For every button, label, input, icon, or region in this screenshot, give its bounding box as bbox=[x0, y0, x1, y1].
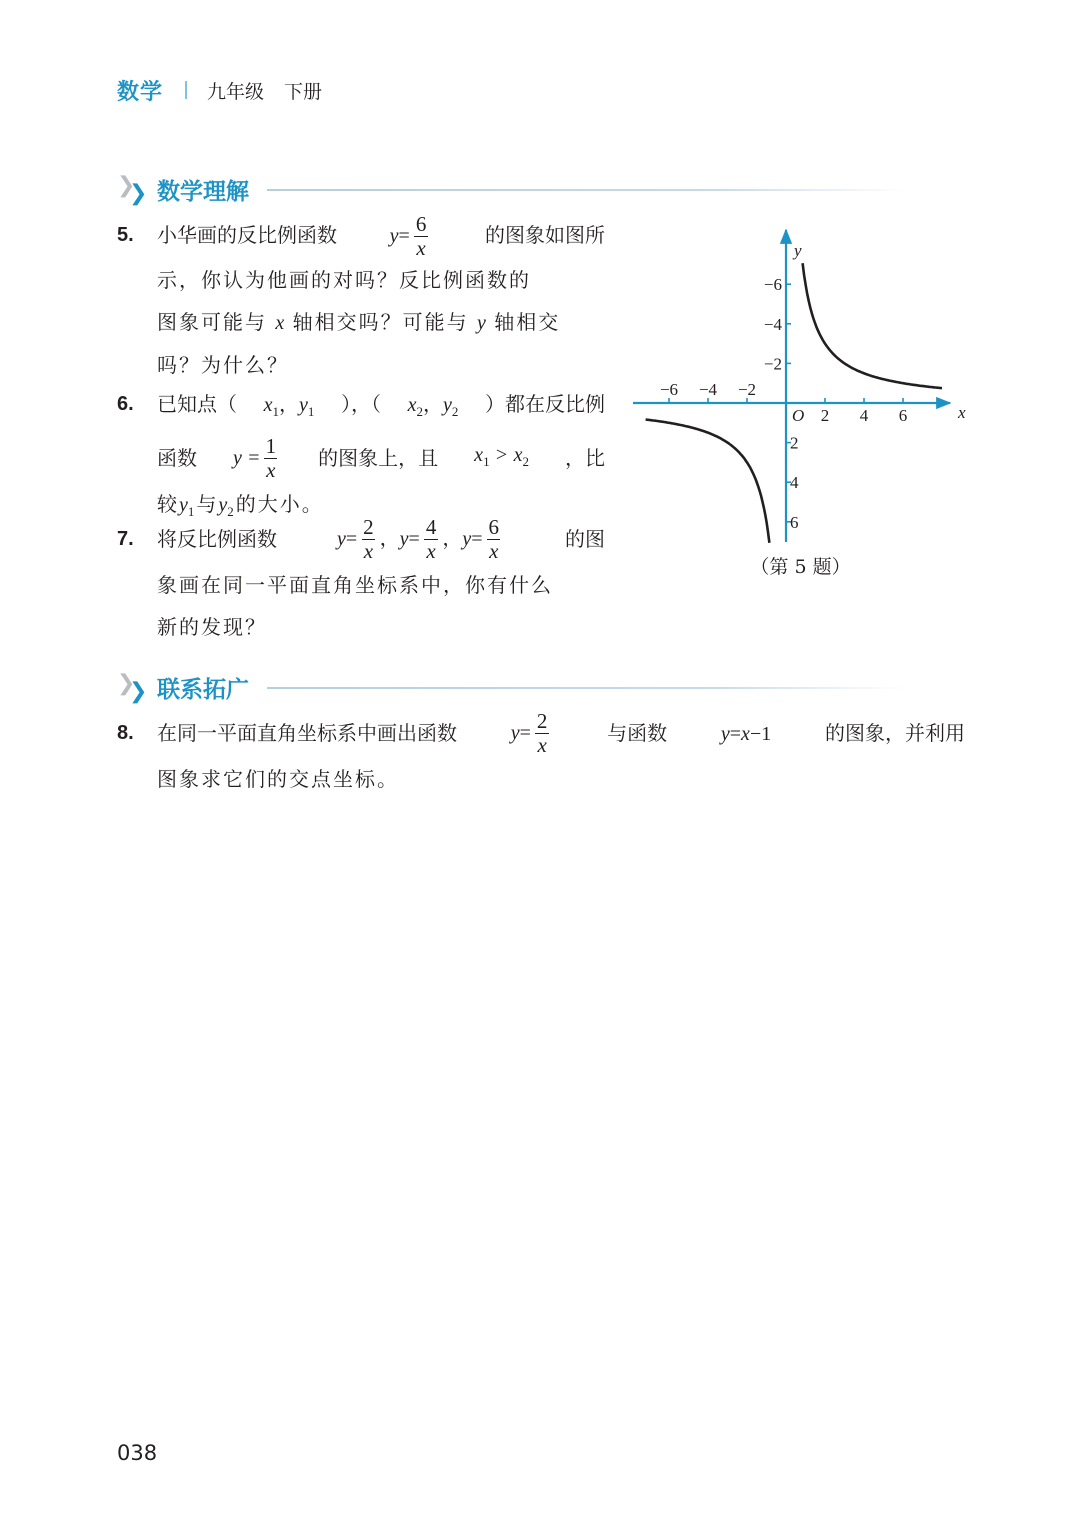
var-x: x bbox=[741, 722, 750, 745]
minus: − bbox=[749, 722, 762, 745]
formula bbox=[510, 708, 554, 757]
y-tick-label: 4 bbox=[790, 473, 799, 493]
text: 与 bbox=[196, 492, 219, 516]
running-header bbox=[117, 74, 322, 106]
var-y: y bbox=[233, 446, 242, 469]
text: 的图象上，且 bbox=[318, 446, 439, 470]
constant: 1 bbox=[761, 722, 772, 745]
var-y: y bbox=[720, 722, 730, 745]
numerator: 2 bbox=[363, 514, 374, 539]
text: ）都在反比例 bbox=[485, 392, 605, 416]
x-tick-label: 2 bbox=[820, 406, 830, 425]
var-y: y bbox=[476, 312, 486, 334]
denominator: x bbox=[489, 538, 499, 563]
var-x: x bbox=[513, 444, 523, 466]
subscript: 1 bbox=[272, 404, 279, 419]
numerator: 4 bbox=[425, 514, 437, 539]
chevron-right-icon: ❯ ❯ bbox=[117, 173, 148, 206]
x-tick-label: −4 bbox=[698, 380, 718, 399]
problem-line bbox=[157, 214, 605, 259]
text: ， bbox=[423, 392, 443, 416]
var-y: y bbox=[389, 225, 399, 247]
y-tick-label: 6 bbox=[790, 512, 799, 532]
problem-line: 示，你认为他画的对吗？反比例函数的 bbox=[157, 268, 531, 292]
text: 图象可能与 bbox=[157, 310, 267, 334]
y-tick-label: −4 bbox=[763, 314, 782, 334]
x-tick-label: 6 bbox=[898, 406, 908, 425]
greater-than: > bbox=[495, 444, 508, 466]
var-x: x bbox=[263, 394, 273, 416]
var-y: y bbox=[510, 721, 520, 744]
formula bbox=[390, 214, 433, 259]
subscript: 1 bbox=[483, 454, 490, 469]
denominator: x bbox=[537, 732, 547, 757]
curve-branch-first-quadrant bbox=[803, 263, 942, 388]
text: 轴相交 bbox=[494, 310, 561, 334]
x-tick-label: −2 bbox=[737, 380, 757, 399]
text: 函数 bbox=[157, 446, 197, 470]
page-number: 038 bbox=[117, 1441, 158, 1465]
x-tick-label: 4 bbox=[859, 406, 869, 425]
problem-line: 新的发现？ bbox=[157, 615, 267, 639]
comma: ， bbox=[379, 525, 400, 550]
text: ，比 bbox=[565, 446, 605, 470]
text: 在同一平面直角坐标系中画出函数 bbox=[157, 721, 457, 745]
var-x: x bbox=[474, 444, 484, 466]
hyperbola-graph bbox=[628, 224, 973, 554]
fraction bbox=[535, 708, 550, 757]
equals: = bbox=[345, 527, 358, 550]
subscript: 2 bbox=[451, 404, 459, 419]
header-divider bbox=[185, 81, 187, 99]
fraction bbox=[361, 514, 376, 563]
problem-number: 5. bbox=[117, 224, 134, 246]
equals: = bbox=[398, 225, 410, 247]
numerator: 6 bbox=[488, 514, 499, 539]
var-y: y bbox=[336, 527, 346, 550]
var-y: y bbox=[218, 494, 228, 516]
var-y: y bbox=[462, 527, 472, 550]
formula bbox=[721, 712, 771, 755]
formula bbox=[233, 433, 282, 482]
chevron-right-icon: ❯ ❯ bbox=[117, 671, 148, 704]
numerator: 1 bbox=[265, 433, 277, 458]
problem-line: 图象求它们的交点坐标。 bbox=[157, 767, 399, 791]
problem-line bbox=[157, 514, 605, 564]
text: 将反比例函数 bbox=[157, 527, 277, 551]
subscript: 2 bbox=[227, 504, 236, 519]
origin-label: O bbox=[792, 406, 805, 425]
point-1 bbox=[264, 383, 315, 433]
problem-number: 6. bbox=[117, 393, 134, 415]
fraction bbox=[414, 214, 429, 259]
subscript: 1 bbox=[187, 504, 197, 519]
denominator: x bbox=[363, 538, 374, 563]
fraction bbox=[424, 514, 439, 563]
var-y: y bbox=[179, 494, 188, 516]
subscript: 2 bbox=[416, 404, 423, 419]
var-y: y bbox=[399, 527, 409, 550]
header-volume: 下册 bbox=[284, 80, 323, 103]
subscript: 1 bbox=[307, 404, 315, 419]
equals: = bbox=[408, 527, 420, 550]
equals: = bbox=[248, 446, 260, 469]
problem-line: 吗？为什么？ bbox=[157, 353, 289, 377]
text: ），（ bbox=[341, 392, 381, 416]
equals: = bbox=[729, 722, 742, 745]
denominator: x bbox=[426, 538, 436, 563]
y-tick-label: −6 bbox=[763, 275, 782, 295]
section-rule bbox=[267, 189, 907, 191]
numerator: 2 bbox=[536, 708, 548, 733]
text: 的图象，并利用 bbox=[824, 721, 965, 745]
problem-7 bbox=[117, 514, 605, 648]
y-axis-label: y bbox=[794, 241, 802, 260]
problem-number: 8. bbox=[117, 722, 134, 744]
curve-branch-third-quadrant bbox=[646, 420, 770, 543]
numerator: 6 bbox=[415, 212, 427, 236]
equals: = bbox=[519, 721, 531, 744]
text: 与函数 bbox=[607, 721, 668, 745]
problem-line: 象画在同一平面直角坐标系中，你有什么 bbox=[157, 573, 553, 597]
comma: ， bbox=[442, 525, 463, 550]
subscript: 2 bbox=[522, 454, 529, 469]
x-axis-label: x bbox=[958, 403, 966, 422]
problem-line bbox=[157, 301, 605, 344]
text: 的图 bbox=[564, 527, 605, 551]
problem-line bbox=[157, 708, 965, 758]
var-x: x bbox=[275, 312, 285, 334]
text: 已知点（ bbox=[157, 392, 237, 416]
section-rule bbox=[267, 687, 907, 689]
var-y: y bbox=[443, 394, 452, 416]
inequality bbox=[474, 433, 529, 483]
header-subject: 数学 bbox=[117, 79, 164, 105]
problem-line bbox=[157, 383, 605, 433]
problem-8 bbox=[117, 708, 965, 800]
formula bbox=[336, 514, 505, 563]
problem-number: 7. bbox=[117, 528, 134, 550]
var-x: x bbox=[407, 394, 417, 416]
x-tick-label: −6 bbox=[659, 380, 679, 399]
text: 小华画的反比例函数 bbox=[157, 223, 337, 247]
y-tick-label: −2 bbox=[763, 354, 782, 374]
figure-caption: （第 5 题） bbox=[750, 556, 851, 578]
fraction bbox=[487, 514, 502, 563]
problem-line bbox=[157, 433, 605, 483]
text: 的图象如图所 bbox=[484, 223, 605, 247]
point-2 bbox=[408, 383, 459, 433]
text: 轴相交吗？可能与 bbox=[292, 310, 469, 334]
var-y: y bbox=[299, 394, 308, 416]
denominator: x bbox=[266, 457, 276, 482]
denominator: x bbox=[416, 236, 426, 260]
section-title: 数学理解 bbox=[157, 178, 249, 205]
fraction bbox=[264, 433, 279, 482]
problem-5 bbox=[117, 214, 605, 386]
header-grade: 九年级 bbox=[207, 80, 265, 103]
text: 的大小。 bbox=[235, 492, 324, 516]
section-heading-connection-extension bbox=[117, 664, 907, 704]
equals: = bbox=[471, 527, 483, 550]
section-heading-math-understanding bbox=[117, 166, 907, 206]
problem-6 bbox=[117, 383, 605, 533]
text: 较 bbox=[157, 492, 179, 516]
text: ， bbox=[279, 392, 299, 416]
section-title: 联系拓广 bbox=[157, 676, 249, 703]
y-tick-label: 2 bbox=[790, 433, 799, 453]
